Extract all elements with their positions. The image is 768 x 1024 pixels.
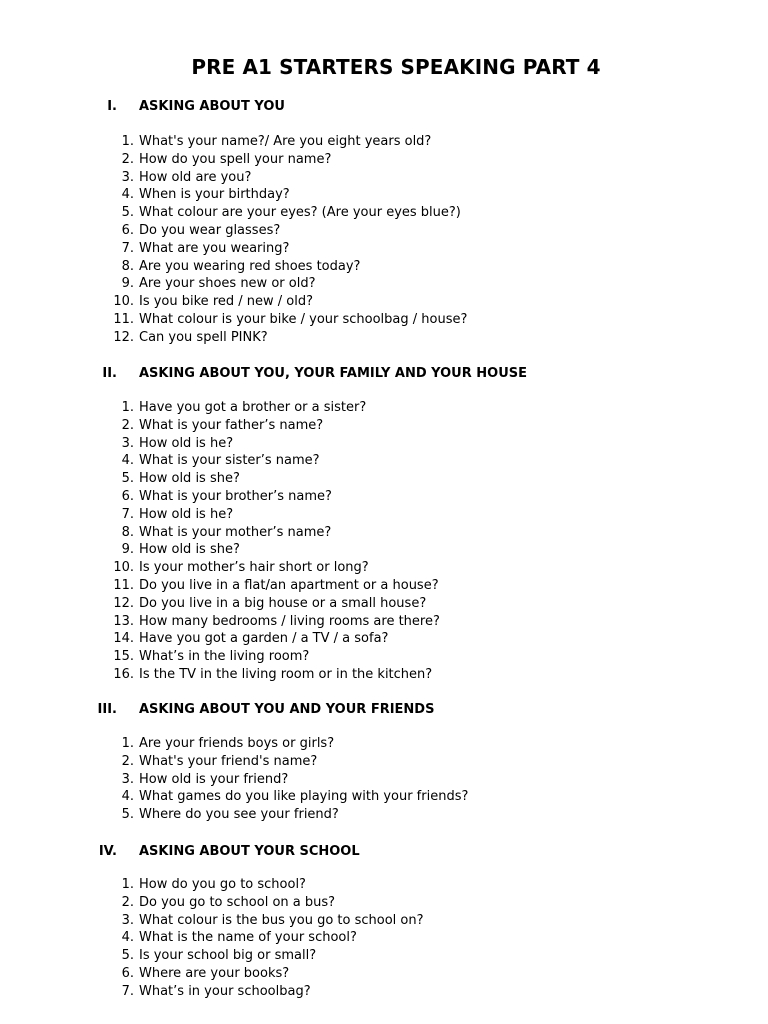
- question-text: Are your friends boys or girls?: [139, 736, 335, 751]
- question-text: When is your birthday?: [139, 187, 290, 203]
- section-numeral: I.: [107, 99, 117, 114]
- question-text: What is your brother’s name?: [139, 488, 332, 504]
- question-number: 7.: [121, 240, 134, 256]
- question-text: Where are your books?: [139, 965, 290, 981]
- question-text: How old is she?: [139, 542, 240, 558]
- question-number: 13.: [113, 613, 134, 629]
- question-number: 4.: [121, 930, 134, 946]
- question-text: What games do you like playing with your friends?: [139, 789, 469, 805]
- question-number: 9.: [121, 276, 134, 292]
- question-text: Do you live in a big house or a small house?: [139, 595, 427, 611]
- question-text: Have you got a brother or a sister?: [139, 400, 367, 415]
- question-text: What is your father’s name?: [139, 417, 324, 433]
- question-number: 3.: [121, 771, 134, 787]
- question-number: 11.: [113, 577, 134, 593]
- question-text: What is the name of your school?: [139, 930, 357, 946]
- question-number: 2.: [121, 753, 134, 769]
- question-text: Are you wearing red shoes today?: [139, 258, 361, 274]
- question-number: 14.: [113, 631, 134, 647]
- question-text: Have you got a garden / a TV / a sofa?: [139, 631, 389, 647]
- question-text: Is your school big or small?: [139, 948, 317, 964]
- section-numeral: II.: [102, 366, 117, 381]
- question-number: 5.: [121, 205, 134, 221]
- question-number: 2.: [121, 151, 134, 167]
- question-number: 2.: [121, 894, 134, 910]
- question-text: Do you go to school on a bus?: [139, 894, 336, 910]
- question-text: What's your name?/ Are you eight years old?: [139, 134, 432, 149]
- question-number: 15.: [113, 649, 134, 665]
- question-text: How old is she?: [139, 471, 240, 487]
- question-number: 8.: [121, 524, 134, 540]
- question-text: How do you spell your name?: [139, 151, 332, 167]
- question-number: 3.: [121, 435, 134, 451]
- question-number: 2.: [121, 417, 134, 433]
- question-number: 1.: [121, 134, 134, 149]
- question-number: 1.: [121, 736, 134, 751]
- question-number: 5.: [121, 948, 134, 964]
- question-number: 6.: [121, 965, 134, 981]
- question-text: Is your mother’s hair short or long?: [139, 560, 369, 576]
- question-text: What’s in the living room?: [139, 649, 310, 665]
- question-number: 5.: [121, 807, 134, 823]
- question-number: 4.: [121, 187, 134, 203]
- question-number: 10.: [113, 294, 134, 310]
- question-text: Is the TV in the living room or in the kitchen?: [139, 666, 433, 682]
- question-text: What’s in your schoolbag?: [139, 983, 311, 999]
- question-number: 1.: [121, 877, 134, 892]
- question-text: What colour is your bike / your schoolbag / house?: [139, 311, 468, 327]
- question-number: 10.: [113, 560, 134, 576]
- question-text: How old are you?: [139, 169, 252, 185]
- question-text: How old is your friend?: [139, 771, 289, 787]
- question-number: 9.: [121, 542, 134, 558]
- question-text: How old is he?: [139, 506, 234, 522]
- question-number: 3.: [121, 912, 134, 928]
- question-number: 6.: [121, 222, 134, 238]
- question-number: 6.: [121, 488, 134, 504]
- question-number: 7.: [121, 506, 134, 522]
- section-title: ASKING ABOUT YOU: [139, 99, 285, 114]
- question-text: Do you live in a flat/an apartment or a house?: [139, 577, 439, 593]
- question-number: 11.: [113, 311, 134, 327]
- question-number: 3.: [121, 169, 134, 185]
- question-text: What is your sister’s name?: [139, 453, 320, 469]
- question-text: What's your friend's name?: [139, 753, 318, 769]
- question-text: Where do you see your friend?: [139, 807, 339, 823]
- question-text: How many bedrooms / living rooms are there?: [139, 613, 440, 629]
- question-text: Can you spell PINK?: [139, 329, 268, 345]
- question-number: 12.: [113, 595, 134, 611]
- question-text: Are your shoes new or old?: [139, 276, 316, 292]
- question-text: What colour is the bus you go to school on?: [139, 912, 424, 928]
- section-numeral: III.: [97, 702, 117, 717]
- question-number: 4.: [121, 453, 134, 469]
- section-numeral: IV.: [98, 844, 117, 859]
- question-number: 4.: [121, 789, 134, 805]
- question-text: How old is he?: [139, 435, 234, 451]
- question-number: 7.: [121, 983, 134, 999]
- question-number: 12.: [113, 329, 134, 345]
- question-number: 16.: [113, 666, 134, 682]
- document-title: PRE A1 STARTERS SPEAKING PART 4: [191, 55, 601, 79]
- question-number: 5.: [121, 471, 134, 487]
- question-text: What colour are your eyes? (Are your eyes blue?): [139, 205, 461, 221]
- question-text: How do you go to school?: [139, 877, 306, 892]
- section-title: ASKING ABOUT YOU AND YOUR FRIENDS: [139, 702, 435, 717]
- question-number: 8.: [121, 258, 134, 274]
- question-text: What are you wearing?: [139, 240, 290, 256]
- question-text: Do you wear glasses?: [139, 222, 281, 238]
- question-text: What is your mother’s name?: [139, 524, 332, 540]
- question-text: Is you bike red / new / old?: [139, 294, 314, 310]
- section-title: ASKING ABOUT YOU, YOUR FAMILY AND YOUR HOUSE: [139, 366, 528, 381]
- question-number: 1.: [121, 400, 134, 415]
- section-title: ASKING ABOUT YOUR SCHOOL: [139, 844, 360, 859]
